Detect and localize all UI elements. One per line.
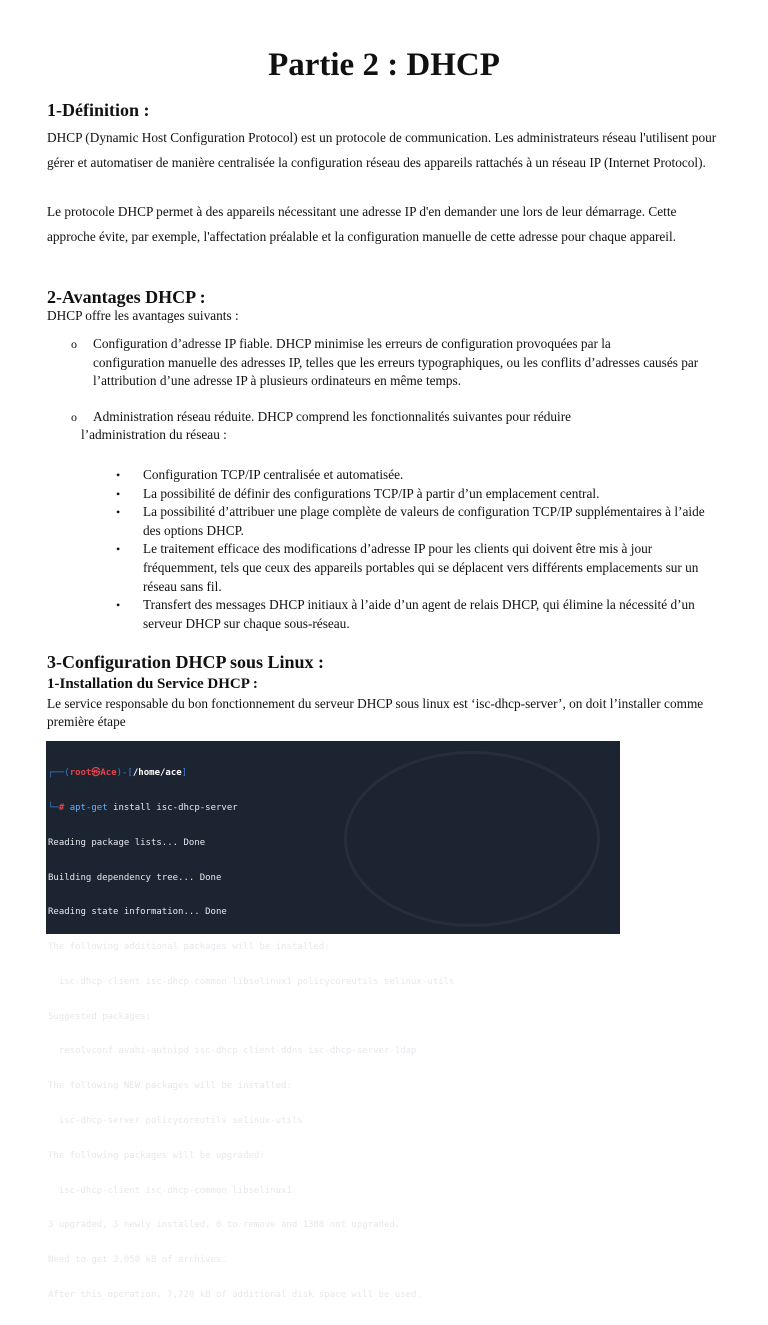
list-item: • Transfert des messages DHCP initiaux à l’aide d’un agent de relais DHCP, qui élimine la nécessité d’un serveur DHCP sur chaque sous-réseau. xyxy=(116,597,695,631)
terminal-line: Building dependency tree... Done xyxy=(48,872,222,883)
terminal-screenshot xyxy=(46,741,620,1300)
section-heading-configuration: 3-Configuration DHCP sous Linux : xyxy=(47,652,325,672)
section-heading-avantages: 2-Avantages DHCP : xyxy=(47,287,206,307)
bullet-dot-icon: • xyxy=(116,598,121,613)
list-item-text-cont: l’administration du réseau : xyxy=(81,427,227,442)
terminal-line: The following packages will be upgraded: xyxy=(48,1150,265,1161)
bullet-dot-icon: • xyxy=(116,486,121,501)
page-title: Partie 2 : DHCP xyxy=(268,47,500,83)
list-bullet: o xyxy=(71,409,77,424)
list-item: • Le traitement efficace des modifications d’adresse IP pour les clients qui doivent être mis à jour fréquemment, tels que ceux des appareils portables qui se déplacent vers différents emplacements sur un réseau sans fil. xyxy=(116,541,699,594)
terminal-output xyxy=(48,745,454,1325)
terminal-line: Reading package lists... Done xyxy=(48,837,206,848)
terminal-prompt-line: ┌──(root㉿Ace)-[/home/ace] xyxy=(48,768,188,779)
subsection-heading-installation: 1-Installation du Service DHCP : xyxy=(47,676,258,692)
bullet-dot-icon: • xyxy=(116,505,121,520)
list-bullet: o xyxy=(71,337,77,351)
bullet-dot-icon: • xyxy=(116,468,121,482)
section-heading-definition: 1-Définition : xyxy=(47,100,150,120)
list-item xyxy=(47,408,727,445)
features-list xyxy=(96,466,716,633)
terminal-line: isc-dhcp-client isc-dhcp-common libselinux1 xyxy=(48,1185,292,1196)
definition-paragraph-2: Le protocole DHCP permet à des appareils nécessitant une adresse IP d'en demander une lors de leur démarrage. Cette approche évite, par exemple, l'affectation préalable et la configuration manuelle de cette adresse pour chaque appareil. xyxy=(47,204,677,244)
avantages-list xyxy=(47,335,727,445)
terminal-line: isc-dhcp-client isc-dhcp-common libselinux1 policycoreutils selinux-utils xyxy=(48,976,455,987)
list-item: • La possibilité de définir des configurations TCP/IP à partir d’un emplacement central. xyxy=(96,485,716,504)
list-item xyxy=(47,335,727,391)
terminal-line: resolvconf avahi-autoipd isc-dhcp-client-ddns isc-dhcp-server-ldap xyxy=(48,1046,417,1057)
terminal-line: The following additional packages will be installed: xyxy=(48,942,330,953)
terminal-line: Need to get 3,050 kB of archives. xyxy=(48,1255,227,1266)
terminal-line: The following NEW packages will be installed: xyxy=(48,1081,292,1092)
list-item: • La possibilité d’attribuer une plage complète de valeurs de configuration TCP/IP supplémentaires à l’aide des options DHCP. xyxy=(116,504,705,538)
definition-paragraph-1: DHCP (Dynamic Host Configuration Protocol) est un protocole de communication. Les administrateurs réseau l'utilisent pour gérer et automatiser de manière centralisée la configuration réseau des appareils rattachés à un réseau IP (Internet Protocol). xyxy=(47,130,717,170)
terminal-line: Reading state information... Done xyxy=(48,907,227,918)
installation-paragraph: Le service responsable du bon fonctionnement du serveur DHCP sous linux est ‘isc-dhcp-server’, on doit l’installer comme première étape xyxy=(47,696,704,729)
terminal-line: Suggested packages: xyxy=(48,1011,151,1022)
terminal-line: isc-dhcp-server policycoreutils selinux-utils xyxy=(48,1116,303,1126)
list-item-text: Configuration d’adresse IP fiable. DHCP minimise les erreurs de configuration provoquées par la xyxy=(93,336,611,351)
bullet-dot-icon: • xyxy=(116,542,121,557)
list-item: • Configuration TCP/IP centralisée et automatisée. xyxy=(96,466,716,485)
terminal-line: After this operation, 7,720 kB of additional disk space will be used. xyxy=(48,1289,422,1300)
list-item-text-cont: configuration manuelle des adresses IP, telles que les erreurs typographiques, ou les conflits d’adresses causés par l’attribution d’une adresse IP à plusieurs ordinateurs en même temps. xyxy=(93,354,699,388)
list-item-text: Administration réseau réduite. DHCP comprend les fonctionnalités suivantes pour réduire xyxy=(93,408,572,424)
terminal-command-line: └─# apt-get install isc-dhcp-server xyxy=(48,802,238,813)
avantages-intro: DHCP offre les avantages suivants : xyxy=(47,308,239,323)
terminal-line: 3 upgraded, 3 newly installed, 0 to remove and 1308 not upgraded. xyxy=(48,1220,401,1231)
